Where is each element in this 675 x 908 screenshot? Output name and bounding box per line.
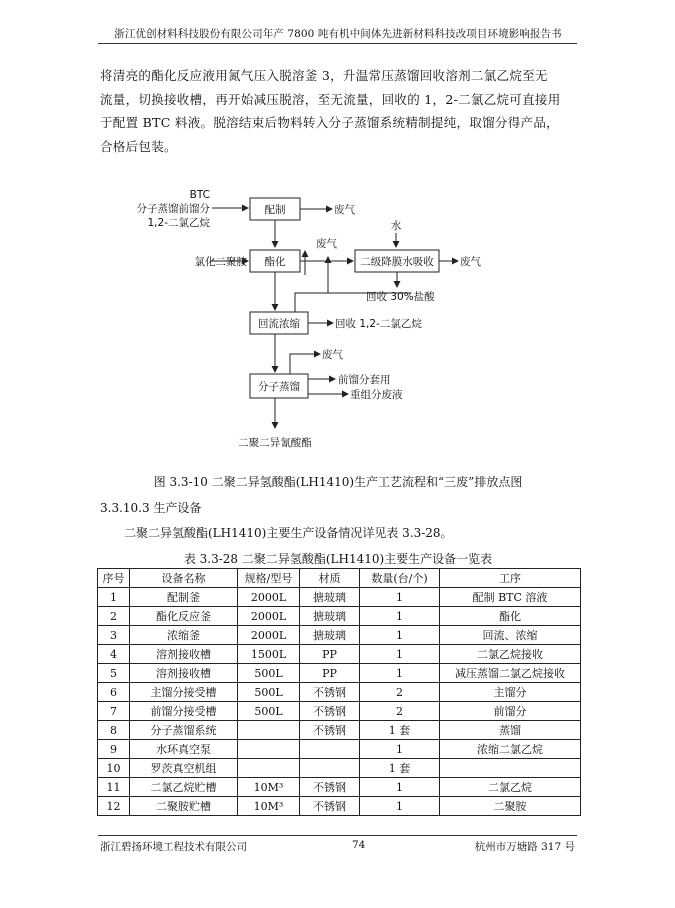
- table-header-cell: 规格/型号: [238, 569, 300, 588]
- table-cell: [440, 759, 581, 778]
- table-cell: 1: [360, 778, 440, 797]
- table-cell: 酯化: [440, 607, 581, 626]
- table-cell: 溶剂接收槽: [130, 664, 238, 683]
- table-cell: 不锈钢: [300, 683, 360, 702]
- table-row: [98, 797, 581, 816]
- flow-label-waste-gas-1: 废气: [334, 204, 355, 216]
- process-flow-diagram: [120, 183, 500, 458]
- table-cell: 1: [360, 740, 440, 759]
- table-row: [98, 702, 581, 721]
- table-cell: 不锈钢: [300, 702, 360, 721]
- table-header-cell: 设备名称: [130, 569, 238, 588]
- table-cell: 二聚胺贮槽: [130, 797, 238, 816]
- table-cell: 溶剂接收槽: [130, 645, 238, 664]
- table-header-cell: 工序: [440, 569, 581, 588]
- body-paragraph: [100, 64, 578, 158]
- flow-label-recover-dce: 回收 1,2-二氯乙烷: [335, 318, 422, 330]
- table-cell: 1 套: [360, 721, 440, 740]
- table-cell: 11: [98, 778, 130, 797]
- table-cell: 1500L: [238, 645, 300, 664]
- section-text: 二聚二异氢酸酯(LH1410)主要生产设备情况详见表 3.3-28。: [124, 526, 453, 540]
- flow-input-dce: 1,2-二氯乙烷: [147, 217, 210, 229]
- flow-label-product: 二聚二异氰酸酯: [238, 437, 312, 449]
- table-row: [98, 721, 581, 740]
- table-cell: 7: [98, 702, 130, 721]
- table-header-cell: 序号: [98, 569, 130, 588]
- table-row: [98, 778, 581, 797]
- table-cell: 不锈钢: [300, 797, 360, 816]
- table-cell: 500L: [238, 702, 300, 721]
- table-cell: 12: [98, 797, 130, 816]
- table-cell: 酯化反应釜: [130, 607, 238, 626]
- table-cell: 搪玻璃: [300, 588, 360, 607]
- table-cell: 1 套: [360, 759, 440, 778]
- table-cell: [238, 759, 300, 778]
- table-cell: 配制釜: [130, 588, 238, 607]
- table-cell: 1: [360, 607, 440, 626]
- table-cell: 不锈钢: [300, 778, 360, 797]
- table-cell: 6: [98, 683, 130, 702]
- table-row: [98, 740, 581, 759]
- figure-caption: 图 3.3-10 二聚二异氢酸酯(LH1410)生产工艺流程和“三废”排放点图: [153, 475, 523, 489]
- table-cell: [300, 759, 360, 778]
- table-cell: 二氯乙烷接收: [440, 645, 581, 664]
- table-cell: 前馏分: [440, 702, 581, 721]
- table-cell: 10M³: [238, 797, 300, 816]
- section-heading: 3.3.10.3 生产设备: [100, 501, 202, 515]
- table-cell: 2: [98, 607, 130, 626]
- table-cell: 2: [360, 702, 440, 721]
- table-row: [98, 645, 581, 664]
- table-cell: 10M³: [238, 778, 300, 797]
- flow-box-absorb-label: 二级降膜水吸收: [360, 256, 434, 268]
- flow-input-btc: BTC: [189, 189, 210, 201]
- table-cell: 搪玻璃: [300, 626, 360, 645]
- table-cell: 1: [360, 797, 440, 816]
- table-header-cell: 材质: [300, 569, 360, 588]
- flow-input-phosgene: 氯化二聚胺: [194, 256, 247, 268]
- paragraph-line: 将清亮的酯化反应液用氮气压入脱溶釜 3，升温常压蒸馏回收溶剂二氯乙烷至无: [100, 68, 548, 83]
- table-cell: 10: [98, 759, 130, 778]
- table-row: [98, 626, 581, 645]
- flow-box-reflux-label: 回流浓缩: [258, 318, 300, 330]
- page-header: 浙江优创材料科技股份有限公司年产 7800 吨有机中间体先进新材料科技改项目环境影响报告书: [114, 28, 562, 40]
- footer-divider: [98, 835, 577, 836]
- table-cell: 罗茨真空机组: [130, 759, 238, 778]
- table-cell: 回流、浓缩: [440, 626, 581, 645]
- paragraph-line: 于配置 BTC 料液。脱溶结束后物料转入分子蒸馏系统精制提纯，取馏分得产品，: [100, 115, 559, 130]
- flow-label-water: 水: [390, 220, 402, 232]
- table-header-cell: 数量(台/个): [360, 569, 440, 588]
- table-cell: 浓缩釜: [130, 626, 238, 645]
- table-row: [98, 588, 581, 607]
- table-caption: 表 3.3-28 二聚二异氢酸酯(LH1410)主要生产设备一览表: [183, 552, 493, 566]
- footer-address: 杭州市万塘路 317 号: [474, 841, 575, 853]
- table-cell: 2000L: [238, 588, 300, 607]
- page-number: 74: [352, 839, 366, 851]
- flow-arrow: [290, 354, 320, 374]
- paragraph-line: 合格后包装。: [100, 138, 177, 154]
- table-cell: 500L: [238, 683, 300, 702]
- header-divider: [98, 43, 577, 44]
- table-cell: 不锈钢: [300, 721, 360, 740]
- table-cell: 配制 BTC 溶液: [440, 588, 581, 607]
- table-row: [98, 759, 581, 778]
- table-cell: [300, 740, 360, 759]
- equipment-table: [97, 568, 581, 816]
- table-cell: 1: [360, 588, 440, 607]
- table-cell: 2000L: [238, 607, 300, 626]
- table-cell: 9: [98, 740, 130, 759]
- flow-label-waste-gas-2: 废气: [316, 238, 337, 250]
- flow-box-prep-label: 配制: [264, 204, 286, 216]
- table-cell: 1: [360, 664, 440, 683]
- table-cell: 8: [98, 721, 130, 740]
- table-cell: 二氯乙烷贮槽: [130, 778, 238, 797]
- table-cell: 搪玻璃: [300, 607, 360, 626]
- table-cell: 主馏分接受槽: [130, 683, 238, 702]
- flow-box-esterify-label: 酯化: [264, 256, 286, 268]
- footer-company: 浙江碧扬环境工程技术有限公司: [100, 841, 247, 853]
- table-row: [98, 683, 581, 702]
- table-header-row: [98, 569, 581, 588]
- table-cell: 3: [98, 626, 130, 645]
- table-cell: 浓缩二氯乙烷: [440, 740, 581, 759]
- table-row: [98, 664, 581, 683]
- table-cell: PP: [300, 645, 360, 664]
- table-cell: PP: [300, 664, 360, 683]
- table-cell: 分子蒸馏系统: [130, 721, 238, 740]
- table-cell: 2000L: [238, 626, 300, 645]
- table-cell: [238, 721, 300, 740]
- table-cell: 1: [360, 645, 440, 664]
- table-cell: 4: [98, 645, 130, 664]
- flow-label-waste-gas-4: 废气: [322, 349, 343, 361]
- table-cell: 2: [360, 683, 440, 702]
- table-cell: 水环真空泵: [130, 740, 238, 759]
- flow-box-distill-label: 分子蒸馏: [258, 381, 300, 393]
- flow-label-waste-gas-3: 废气: [460, 256, 481, 268]
- table-cell: 前馏分接受槽: [130, 702, 238, 721]
- table-cell: 主馏分: [440, 683, 581, 702]
- flow-input-pre-fraction: 分子蒸馏前馏分: [136, 203, 210, 215]
- table-cell: 二聚胺: [440, 797, 581, 816]
- table-row: [98, 607, 581, 626]
- table-cell: 500L: [238, 664, 300, 683]
- table-cell: 蒸馏: [440, 721, 581, 740]
- table-cell: 1: [360, 626, 440, 645]
- flow-label-heavy: 重组分废液: [350, 389, 403, 401]
- table-cell: 1: [98, 588, 130, 607]
- table-cell: 减压蒸馏二氯乙烷接收: [440, 664, 581, 683]
- table-cell: 二氯乙烷: [440, 778, 581, 797]
- paragraph-line: 流量，切换接收槽，再开始减压脱溶，至无流量，回收的 1，2-二氯乙烷可直接用: [100, 91, 561, 107]
- table-cell: 5: [98, 664, 130, 683]
- flow-label-pre-fraction: 前馏分套用: [338, 374, 391, 386]
- table-cell: [238, 740, 300, 759]
- flow-label-hcl: 回收 30%盐酸: [366, 291, 435, 303]
